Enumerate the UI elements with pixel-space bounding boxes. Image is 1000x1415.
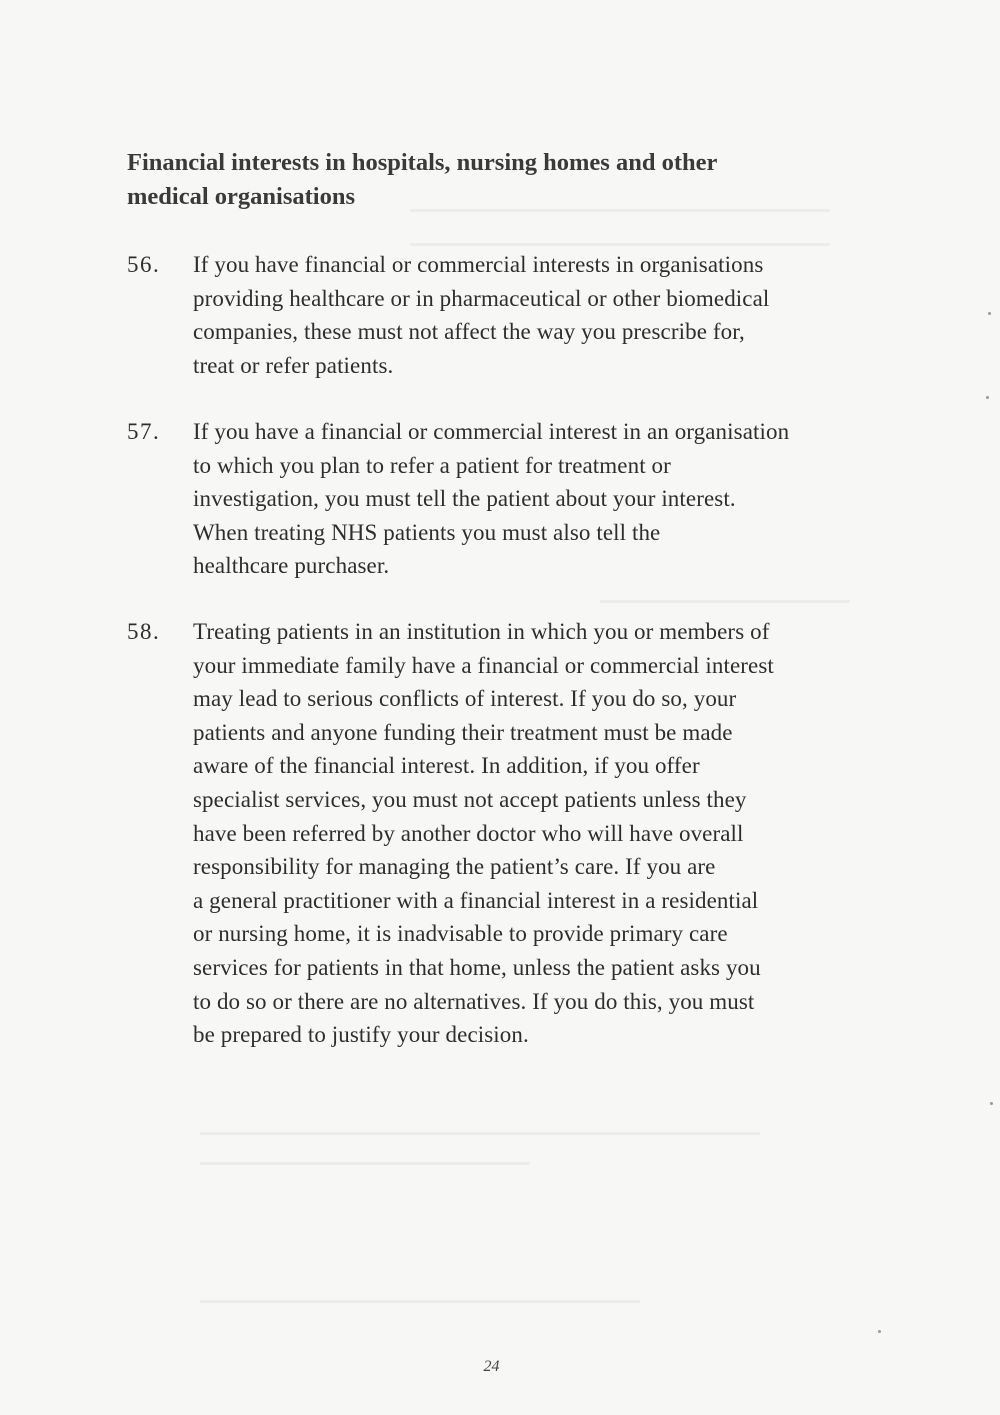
paragraph-number: 57.: [127, 419, 161, 444]
text-line: responsibility for managing the patient’s care. If you are: [193, 854, 716, 880]
text-line: specialist services, you must not accept patients unless they: [193, 786, 747, 812]
text-line: or nursing home, it is inadvisable to provide primary care: [193, 921, 728, 947]
bleed-through-mark: [200, 1300, 640, 1303]
paragraph-text: [193, 248, 853, 382]
paper-speck: [990, 1102, 993, 1105]
paper-speck: [988, 312, 991, 315]
section-heading-line-1: Financial interests in hospitals, nursing homes and other: [127, 149, 718, 176]
page-number: 24: [483, 1358, 500, 1375]
paragraph-text: [193, 615, 853, 1052]
text-line: patients and anyone funding their treatment must be made: [193, 719, 733, 745]
text-line: If you have a financial or commercial interest in an organisation: [193, 419, 790, 444]
paragraph-text: [193, 415, 853, 583]
text-line: healthcare purchaser.: [193, 553, 390, 579]
bleed-through-mark: [200, 1162, 530, 1165]
bleed-through-mark: [600, 600, 850, 603]
bleed-through-mark: [200, 1132, 760, 1135]
paragraph-number: 56.: [127, 252, 161, 277]
text-line: If you have financial or commercial interests in organisations: [193, 252, 764, 277]
text-line: treat or refer patients.: [193, 352, 394, 378]
text-line: may lead to serious conflicts of interest. If you do so, your: [193, 686, 737, 712]
text-line: providing healthcare or in pharmaceutical or other biomedical: [193, 285, 770, 311]
paper-speck: [986, 396, 989, 399]
text-line: When treating NHS patients you must also tell the: [193, 519, 661, 545]
section-heading-line-2: medical organisations: [127, 183, 355, 210]
text-line: companies, these must not affect the way you prescribe for,: [193, 319, 745, 345]
paper-speck: [878, 1330, 881, 1333]
text-line: be prepared to justify your decision.: [193, 1022, 529, 1048]
text-line: to which you plan to refer a patient for treatment or: [193, 452, 671, 478]
text-line: investigation, you must tell the patient about your interest.: [193, 486, 736, 512]
text-line: Treating patients in an institution in which you or members of: [193, 619, 770, 644]
section-heading: [127, 146, 847, 214]
text-line: services for patients in that home, unless the patient asks you: [193, 954, 761, 980]
text-line: aware of the financial interest. In addition, if you offer: [193, 753, 700, 779]
text-line: to do so or there are no alternatives. If you do this, you must: [193, 988, 755, 1014]
text-line: a general practitioner with a financial interest in a residential: [193, 887, 759, 913]
text-line: have been referred by another doctor who will have overall: [193, 820, 744, 846]
paragraph-number: 58.: [127, 619, 161, 644]
text-line: your immediate family have a financial or commercial interest: [193, 652, 774, 678]
bleed-through-mark: [410, 243, 830, 246]
